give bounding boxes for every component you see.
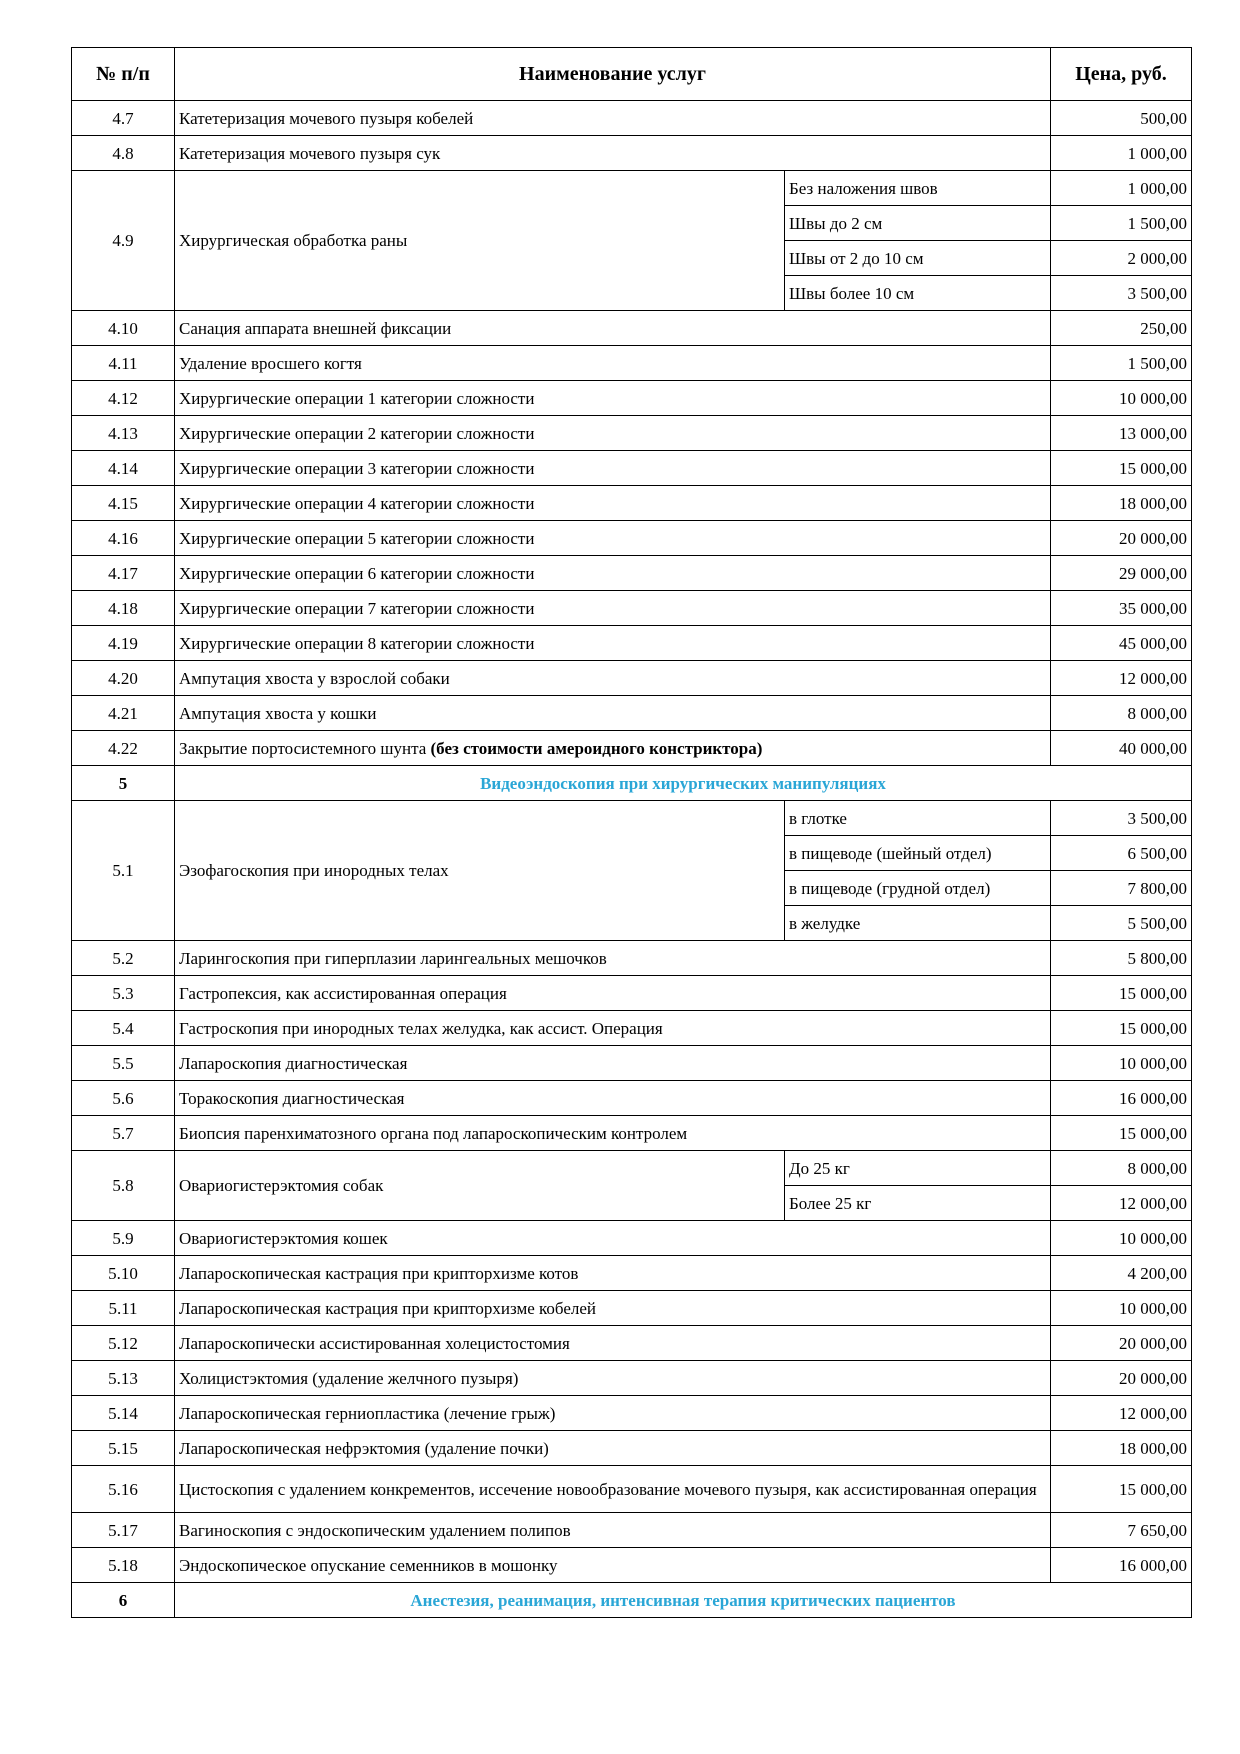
row-num: 5.14: [72, 1396, 175, 1431]
row-name: Лапароскопическая герниопластика (лечение грыж): [175, 1396, 1051, 1431]
section-row: [72, 1583, 1192, 1618]
option-label: в пищеводе (грудной отдел): [785, 871, 1051, 906]
row-name: Цистоскопия с удалением конкрементов, иссечение новообразование мочевого пузыря, как ассистированная операция: [175, 1466, 1051, 1513]
section-row: [72, 766, 1192, 801]
row-price: 29 000,00: [1051, 556, 1192, 591]
row-name: Лапароскопически ассистированная холецистостомия: [175, 1326, 1051, 1361]
option-price: 3 500,00: [1051, 801, 1192, 836]
row-num: 5.18: [72, 1548, 175, 1583]
table-row: [72, 1151, 1192, 1186]
table-row: [72, 1396, 1192, 1431]
row-price: 20 000,00: [1051, 521, 1192, 556]
row-num: 4.10: [72, 311, 175, 346]
option-label: в глотке: [785, 801, 1051, 836]
table-row: [72, 1291, 1192, 1326]
table-row: [72, 661, 1192, 696]
section-number: 6: [72, 1583, 175, 1618]
row-num: 4.13: [72, 416, 175, 451]
row-price: 500,00: [1051, 101, 1192, 136]
row-price: 4 200,00: [1051, 1256, 1192, 1291]
table-row: [72, 416, 1192, 451]
row-num: 5.17: [72, 1513, 175, 1548]
row-price: 18 000,00: [1051, 1431, 1192, 1466]
row-name: Хирургические операции 8 категории сложности: [175, 626, 1051, 661]
row-name: Хирургическая обработка раны: [175, 171, 785, 311]
table-row: [72, 451, 1192, 486]
row-name: Ампутация хвоста у взрослой собаки: [175, 661, 1051, 696]
row-name: Катетеризация мочевого пузыря кобелей: [175, 101, 1051, 136]
option-price: 1 500,00: [1051, 206, 1192, 241]
row-price: 15 000,00: [1051, 451, 1192, 486]
row-name: Биопсия паренхиматозного органа под лапароскопическим контролем: [175, 1116, 1051, 1151]
row-name: Хирургические операции 2 категории сложности: [175, 416, 1051, 451]
row-name: Хирургические операции 3 категории сложности: [175, 451, 1051, 486]
row-price: 45 000,00: [1051, 626, 1192, 661]
row-price: 7 650,00: [1051, 1513, 1192, 1548]
option-price: 12 000,00: [1051, 1186, 1192, 1221]
row-price: 8 000,00: [1051, 696, 1192, 731]
row-num: 4.7: [72, 101, 175, 136]
section-title: Анестезия, реанимация, интенсивная терапия критических пациентов: [175, 1583, 1192, 1618]
row-num: 4.22: [72, 731, 175, 766]
row-price: 10 000,00: [1051, 1046, 1192, 1081]
table-row: [72, 101, 1192, 136]
row-name: Овариогистерэктомия кошек: [175, 1221, 1051, 1256]
option-label: Швы более 10 см: [785, 276, 1051, 311]
row-num: 4.20: [72, 661, 175, 696]
table-row: [72, 556, 1192, 591]
row-name: Овариогистерэктомия собак: [175, 1151, 785, 1221]
row-num: 4.15: [72, 486, 175, 521]
row-num: 4.19: [72, 626, 175, 661]
section-number: 5: [72, 766, 175, 801]
row-price: 15 000,00: [1051, 976, 1192, 1011]
row-num: 5.15: [72, 1431, 175, 1466]
row-num: 5.13: [72, 1361, 175, 1396]
table-row: [72, 1011, 1192, 1046]
row-num: 5.7: [72, 1116, 175, 1151]
row-price: 20 000,00: [1051, 1361, 1192, 1396]
row-price: 12 000,00: [1051, 661, 1192, 696]
row-num: 4.17: [72, 556, 175, 591]
row-price: 16 000,00: [1051, 1081, 1192, 1116]
option-label: Более 25 кг: [785, 1186, 1051, 1221]
option-label: в пищеводе (шейный отдел): [785, 836, 1051, 871]
option-label: Швы до 2 см: [785, 206, 1051, 241]
row-price: 10 000,00: [1051, 381, 1192, 416]
table-row: [72, 136, 1192, 171]
table-row: [72, 1256, 1192, 1291]
section-title: Видеоэндоскопия при хирургических манипуляциях: [175, 766, 1192, 801]
row-name: Гастропексия, как ассистированная операция: [175, 976, 1051, 1011]
row-name: Холицистэктомия (удаление желчного пузыря): [175, 1361, 1051, 1396]
table-row: [72, 1466, 1192, 1513]
row-num: 5.6: [72, 1081, 175, 1116]
table-row: [72, 626, 1192, 661]
table-row: [72, 696, 1192, 731]
table-row: [72, 801, 1192, 836]
option-label: До 25 кг: [785, 1151, 1051, 1186]
option-price: 5 500,00: [1051, 906, 1192, 941]
option-price: 7 800,00: [1051, 871, 1192, 906]
row-num: 5.5: [72, 1046, 175, 1081]
row-name: Гастроскопия при инородных телах желудка, как ассист. Операция: [175, 1011, 1051, 1046]
row-num: 5.12: [72, 1326, 175, 1361]
row-price: 1 000,00: [1051, 136, 1192, 171]
table-row: [72, 1431, 1192, 1466]
row-name: Лапароскопическая нефрэктомия (удаление почки): [175, 1431, 1051, 1466]
row-name: Хирургические операции 1 категории сложности: [175, 381, 1051, 416]
row-num: 5.4: [72, 1011, 175, 1046]
option-price: 1 000,00: [1051, 171, 1192, 206]
table-row: [72, 171, 1192, 206]
table-header: [72, 48, 1192, 101]
row-num: 5.9: [72, 1221, 175, 1256]
row-name: Санация аппарата внешней фиксации: [175, 311, 1051, 346]
table-row: [72, 1081, 1192, 1116]
row-name: Торакоскопия диагностическая: [175, 1081, 1051, 1116]
table-row: [72, 346, 1192, 381]
row-num: 5.10: [72, 1256, 175, 1291]
option-price: 3 500,00: [1051, 276, 1192, 311]
row-num: 5.8: [72, 1151, 175, 1221]
header-num: № п/п: [72, 48, 175, 101]
row-name: Хирургические операции 4 категории сложности: [175, 486, 1051, 521]
row-num: 4.11: [72, 346, 175, 381]
row-num: 4.14: [72, 451, 175, 486]
row-name-text: Закрытие портосистемного шунта: [179, 738, 427, 758]
table-row: [72, 941, 1192, 976]
row-num: 5.1: [72, 801, 175, 941]
row-price: 15 000,00: [1051, 1011, 1192, 1046]
header-price: Цена, руб.: [1051, 48, 1192, 101]
header-name: Наименование услуг: [175, 48, 1051, 101]
row-price: 5 800,00: [1051, 941, 1192, 976]
table-row: [72, 1046, 1192, 1081]
row-name: Хирургические операции 6 категории сложности: [175, 556, 1051, 591]
row-name: Катетеризация мочевого пузыря сук: [175, 136, 1051, 171]
row-price: 16 000,00: [1051, 1548, 1192, 1583]
table-row: [72, 381, 1192, 416]
table-row: [72, 1361, 1192, 1396]
row-name: [175, 731, 1051, 766]
row-num: 5.3: [72, 976, 175, 1011]
row-name: Вагиноскопия с эндоскопическим удалением полипов: [175, 1513, 1051, 1548]
row-name: Хирургические операции 5 категории сложности: [175, 521, 1051, 556]
row-name: Удаление вросшего когтя: [175, 346, 1051, 381]
row-name: Ампутация хвоста у кошки: [175, 696, 1051, 731]
table-row: [72, 1548, 1192, 1583]
row-price: 20 000,00: [1051, 1326, 1192, 1361]
row-price: 10 000,00: [1051, 1291, 1192, 1326]
row-name: Лапароскопическая кастрация при крипторхизме кобелей: [175, 1291, 1051, 1326]
table-row: [72, 1326, 1192, 1361]
row-name: Эзофагоскопия при инородных телах: [175, 801, 785, 941]
row-num: 4.18: [72, 591, 175, 626]
row-price: 18 000,00: [1051, 486, 1192, 521]
option-price: 6 500,00: [1051, 836, 1192, 871]
table-row: [72, 1116, 1192, 1151]
row-name: Лапароскопия диагностическая: [175, 1046, 1051, 1081]
row-name: Хирургические операции 7 категории сложности: [175, 591, 1051, 626]
option-label: в желудке: [785, 906, 1051, 941]
row-name-note: (без стоимости амероидного констриктора): [430, 738, 763, 758]
row-num: 4.8: [72, 136, 175, 171]
row-price: 40 000,00: [1051, 731, 1192, 766]
row-price: 35 000,00: [1051, 591, 1192, 626]
row-price: 13 000,00: [1051, 416, 1192, 451]
row-num: 4.9: [72, 171, 175, 311]
table-row: [72, 1513, 1192, 1548]
table-row: [72, 521, 1192, 556]
row-num: 5.11: [72, 1291, 175, 1326]
row-num: 4.12: [72, 381, 175, 416]
price-table: [71, 47, 1192, 1618]
row-price: 1 500,00: [1051, 346, 1192, 381]
row-price: 250,00: [1051, 311, 1192, 346]
row-price: 12 000,00: [1051, 1396, 1192, 1431]
option-label: Швы от 2 до 10 см: [785, 241, 1051, 276]
row-price: 10 000,00: [1051, 1221, 1192, 1256]
row-num: 4.21: [72, 696, 175, 731]
option-price: 2 000,00: [1051, 241, 1192, 276]
row-price: 15 000,00: [1051, 1116, 1192, 1151]
row-price: 15 000,00: [1051, 1466, 1192, 1513]
option-price: 8 000,00: [1051, 1151, 1192, 1186]
table-row: [72, 731, 1192, 766]
row-name: Эндоскопическое опускание семенников в мошонку: [175, 1548, 1051, 1583]
table-row: [72, 311, 1192, 346]
row-num: 4.16: [72, 521, 175, 556]
table-row: [72, 976, 1192, 1011]
row-name: Лапароскопическая кастрация при крипторхизме котов: [175, 1256, 1051, 1291]
table-row: [72, 486, 1192, 521]
table-row: [72, 591, 1192, 626]
row-name: Ларингоскопия при гиперплазии ларингеальных мешочков: [175, 941, 1051, 976]
option-label: Без наложения швов: [785, 171, 1051, 206]
table-row: [72, 1221, 1192, 1256]
row-num: 5.2: [72, 941, 175, 976]
row-num: 5.16: [72, 1466, 175, 1513]
